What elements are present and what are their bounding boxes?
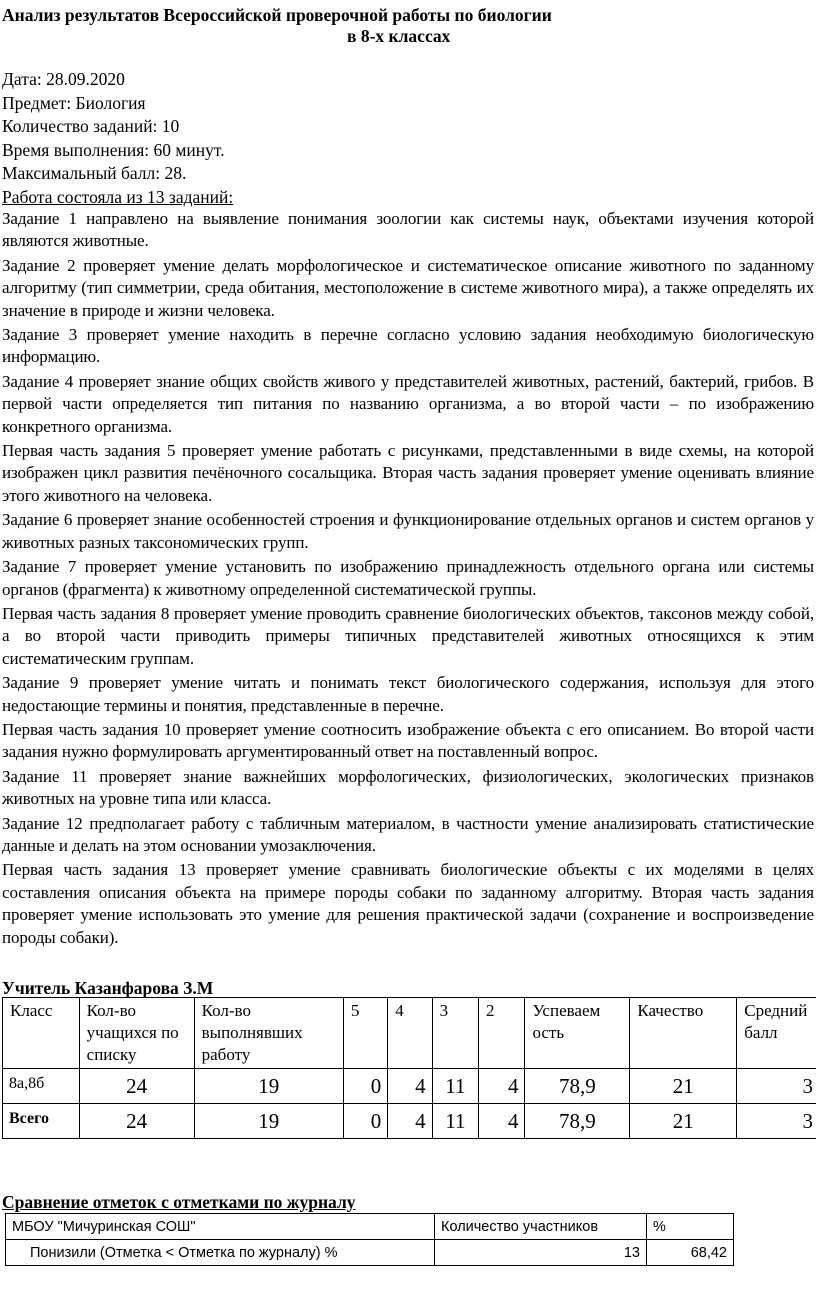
data-cell: 4 <box>479 1069 525 1104</box>
table-row <box>3 1069 816 1104</box>
header-cell: Кол-во выполнявших работу <box>194 998 343 1069</box>
max-score-line: Максимальный балл: 28. <box>2 163 187 183</box>
task-paragraph: Задание 4 проверяет знание общих свойств живого у представителей животных, растений, бактерий, грибов. В первой части определяется тип питания по названию организма, а во второй части – по изображению конкретного организма. <box>2 371 814 436</box>
comparison-title <box>2 1192 356 1213</box>
task-paragraph: Первая часть задания 10 проверяет умение соотносить изображение объекта с его описанием. Во второй части задания нужно формулировать аргументированный ответ на поставленный вопрос. <box>2 719 814 762</box>
header-cell: Кол-во учащихся по списку <box>79 998 194 1069</box>
comparison-header-row <box>6 1214 734 1240</box>
data-cell: 3 <box>737 1104 816 1139</box>
task-paragraph: Задание 6 проверяет знание особенностей строения и функционирование отдельных органов и систем органов у животных разных таксономических групп. <box>2 510 814 552</box>
task-paragraph: Первая часть задания 13 проверяет умение сравнивать биологические объекты с их моделями в целях составления описания объекта на примере породы собаки по заданному алгоритму. Вторая часть задания проверяет умение использовать это умение для решения практической задачи (сохранение и воспроизведение породы собаки). <box>2 860 814 947</box>
lowered-percent-cell: 68,42 <box>647 1240 734 1266</box>
title-line-1: Анализ результатов Всероссийской проверочной работы по биологии <box>2 5 552 25</box>
task-paragraph: Задание 1 направлено на выявление понимания зоологии как системы наук, объектами изучения которой являются животные. <box>2 209 814 251</box>
data-cell: 4 <box>388 1104 432 1139</box>
task-paragraph: Задание 3 проверяет умение находить в перечне согласно условию задания необходимую биологическую информацию. <box>2 325 814 367</box>
header-cell: 3 <box>432 998 478 1069</box>
table-row <box>6 1240 734 1266</box>
data-cell: 4 <box>479 1104 525 1139</box>
data-cell: 24 <box>79 1104 194 1139</box>
class-cell: 8а,8б <box>3 1069 80 1104</box>
task-paragraph: Задание 9 проверяет умение читать и понимать текст биологического содержания, используя для этого недостающие термины и понятия, представленные в перечне. <box>2 673 814 715</box>
data-cell: 11 <box>432 1069 478 1104</box>
task-paragraph: Задание 2 проверяет умение делать морфологическое и систематическое описание животного по заданному алгоритму (тип симметрии, среда обитания, местоположение в системе животного мира), а также определять их значение в природе и жизни человека. <box>2 255 814 320</box>
task-paragraph: Задание 11 проверяет знание важнейших морфологических, физиологических, экологических признаков животных на уровне типа или класса. <box>2 766 814 809</box>
lowered-label-cell: Понизили (Отметка < Отметка по журналу) % <box>6 1240 435 1266</box>
participants-header-cell: Количество участников <box>435 1214 647 1240</box>
school-name-cell: МБОУ "Мичуринская СОШ" <box>6 1214 435 1240</box>
data-cell: 3 <box>737 1069 816 1104</box>
header-cell: 5 <box>343 998 387 1069</box>
data-cell: 78,9 <box>525 1104 630 1139</box>
task-paragraph: Первая часть задания 5 проверяет умение работать с рисунками, представленными в виде схемы, на которой изображен цикл развития печёночного сосальщика. Вторая часть задания проверяет умение оценивать влияние этого животного на человека. <box>2 441 814 505</box>
data-cell: 4 <box>388 1069 432 1104</box>
header-cell: Средний балл <box>737 998 816 1069</box>
results-table <box>2 997 816 1139</box>
header-cell: Качество <box>630 998 737 1069</box>
data-cell: 0 <box>343 1069 387 1104</box>
structure-line: Работа состояла из 13 заданий: <box>2 186 234 207</box>
header-cell: Класс <box>3 998 80 1069</box>
task-paragraph: Задание 12 предполагает работу с табличным материалом, в частности умение анализировать статистические данные и делать на этом основании умозаключения. <box>2 813 814 855</box>
task-paragraph: Первая часть задания 8 проверяет умение проводить сравнение биологических объектов, таксонов между собой, а во второй части приводить примеры типичных представителей животных относящихся к этим систематическим группам. <box>2 603 814 668</box>
title-line-2: в 8-х классах <box>347 26 451 46</box>
total-cell: Всего <box>3 1104 80 1139</box>
header-cell: 2 <box>479 998 525 1069</box>
data-cell: 21 <box>630 1069 737 1104</box>
comparison-title-text: Сравнение отметок с отметками по журналу <box>2 1192 356 1212</box>
data-cell: 19 <box>194 1069 343 1104</box>
teacher-name: Учитель Казанфарова З.М <box>2 978 214 998</box>
results-header-row <box>3 998 816 1069</box>
task-descriptions <box>2 208 814 951</box>
lowered-count-cell: 13 <box>435 1240 647 1266</box>
subject-line: Предмет: Биология <box>2 92 146 113</box>
header-cell: Успеваем ость <box>525 998 630 1069</box>
data-cell: 24 <box>79 1069 194 1104</box>
data-cell: 19 <box>194 1104 343 1139</box>
comparison-table <box>5 1213 734 1266</box>
data-cell: 0 <box>343 1104 387 1139</box>
table-row <box>3 1104 816 1139</box>
work-metadata <box>2 68 233 209</box>
duration-line: Время выполнения: 60 минут. <box>2 139 225 160</box>
tasks-count-line: Количество заданий: 10 <box>2 116 180 136</box>
task-paragraph: Задание 7 проверяет умение установить по изображению принадлежность отдельного органа или системы органов (фрагмента) к животному определенной систематической группы. <box>2 557 814 599</box>
data-cell: 21 <box>630 1104 737 1139</box>
date-line: Дата: 28.09.2020 <box>2 69 125 89</box>
data-cell: 78,9 <box>525 1069 630 1104</box>
header-cell: 4 <box>388 998 432 1069</box>
percent-header-cell: % <box>647 1214 734 1240</box>
data-cell: 11 <box>432 1104 478 1139</box>
